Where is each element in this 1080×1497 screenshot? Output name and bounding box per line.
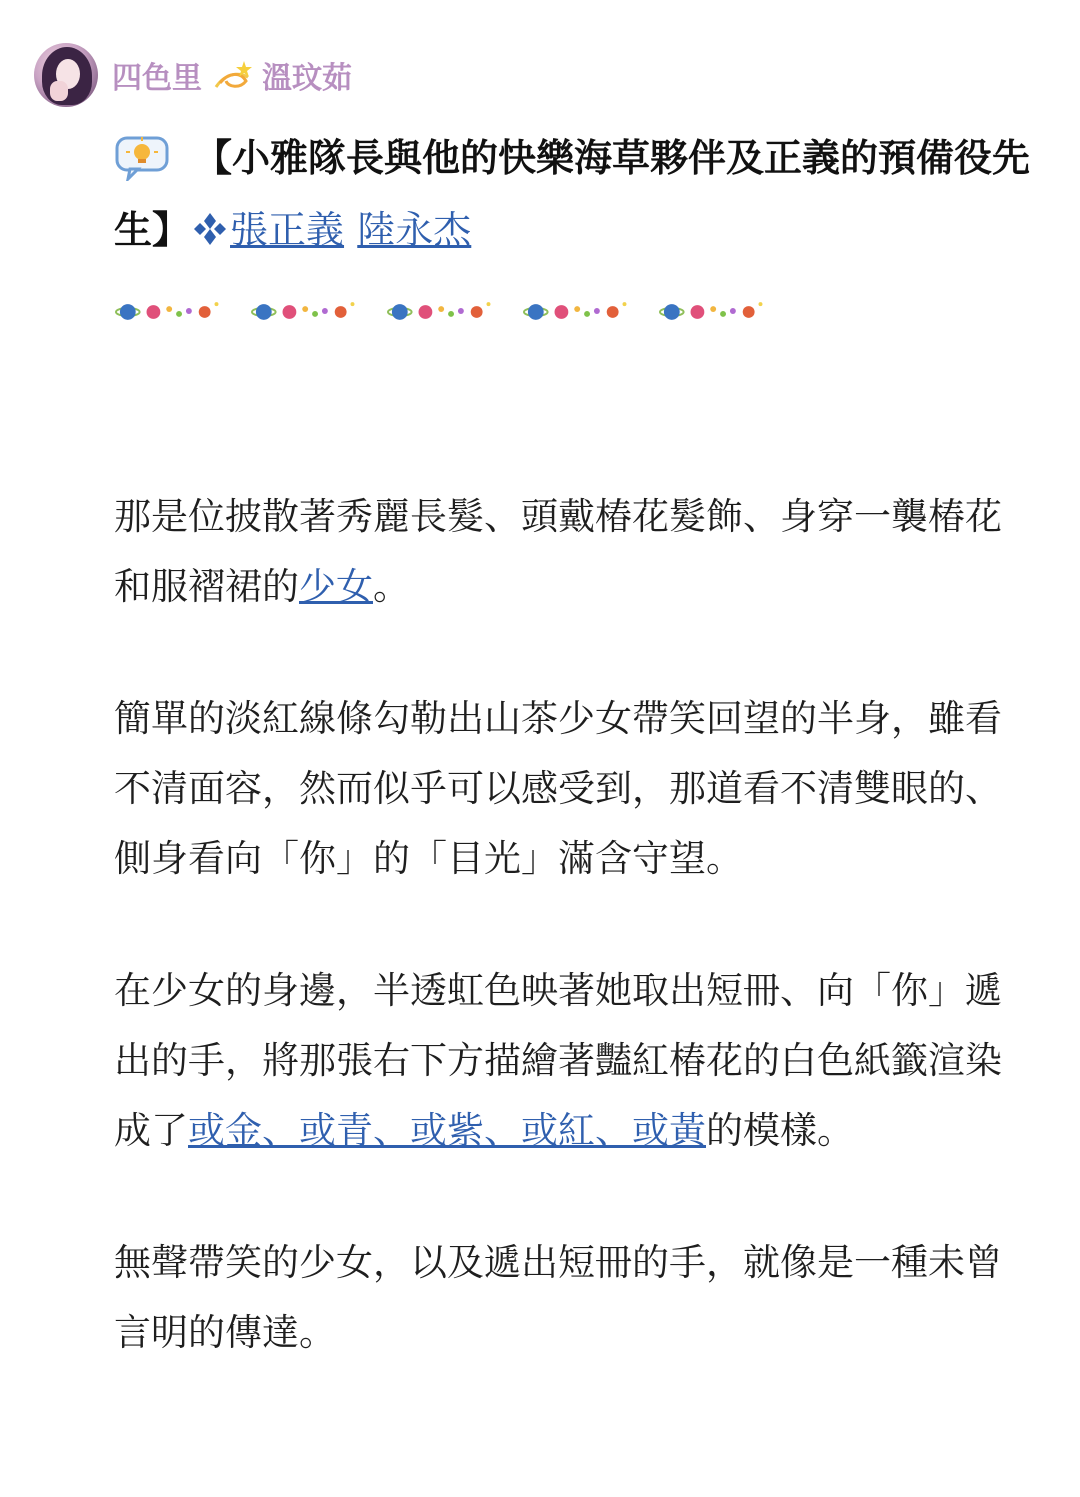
title-link-zhang[interactable]: 張正義 (230, 208, 345, 252)
author-name[interactable] (112, 53, 352, 97)
paragraph-4-text: 無聲帶笑的少女，以及遞出短冊的手，就像是一種未曾言明的傳達。 (114, 1241, 1002, 1354)
planet-dots-unit (658, 296, 794, 326)
paragraph-1-text: 那是位披散著秀麗長髮、頭戴椿花髮飾、身穿一襲椿花和服褶裙的 (114, 495, 1002, 608)
dizzy-icon (210, 57, 254, 93)
title-link-lu[interactable]: 陸永杰 (357, 208, 472, 252)
title-text: 【小雅隊長與他的快樂海草夥伴及正義的預備役先生】 (114, 136, 1031, 252)
sparkle-diamond-icon (190, 211, 230, 247)
author-name-part2: 溫玟茹 (262, 61, 352, 96)
planet-dots-unit (386, 296, 522, 326)
paragraph-2 (114, 684, 1034, 894)
paragraph-1 (114, 482, 1034, 622)
link-colors[interactable]: 或金、或青、或紫、或紅、或黃 (188, 1109, 706, 1152)
paragraph-4 (114, 1228, 1034, 1368)
post-title (114, 122, 1034, 266)
paragraph-3-end: 的模樣。 (706, 1109, 854, 1152)
speech-bubble-bulb-icon (114, 133, 170, 181)
planet-dots-unit (522, 296, 658, 326)
post-body (114, 482, 1034, 1430)
planet-dots-unit (250, 296, 386, 326)
paragraph-2-text: 簡單的淡紅線條勾勒出山茶少女帶笑回望的半身，雖看不清面容，然而似乎可以感受到，那道看不清雙眼的、側身看向「你」的「目光」滿含守望。 (114, 697, 1002, 880)
avatar[interactable] (34, 43, 98, 107)
paragraph-3-text: 在少女的身邊，半透虹色映著她取出短冊、向「你」遞出的手，將那張右下方描繪著豔紅椿花的白色紙籤渲染成了 (114, 969, 1002, 1152)
planet-dots-divider-icon (114, 296, 794, 326)
author-row (34, 43, 352, 107)
paragraph-1-end: 。 (373, 565, 410, 608)
paragraph-3 (114, 956, 1034, 1166)
author-name-part1: 四色里 (112, 61, 202, 96)
planet-dots-unit (114, 296, 250, 326)
link-girl[interactable]: 少女 (299, 565, 373, 608)
